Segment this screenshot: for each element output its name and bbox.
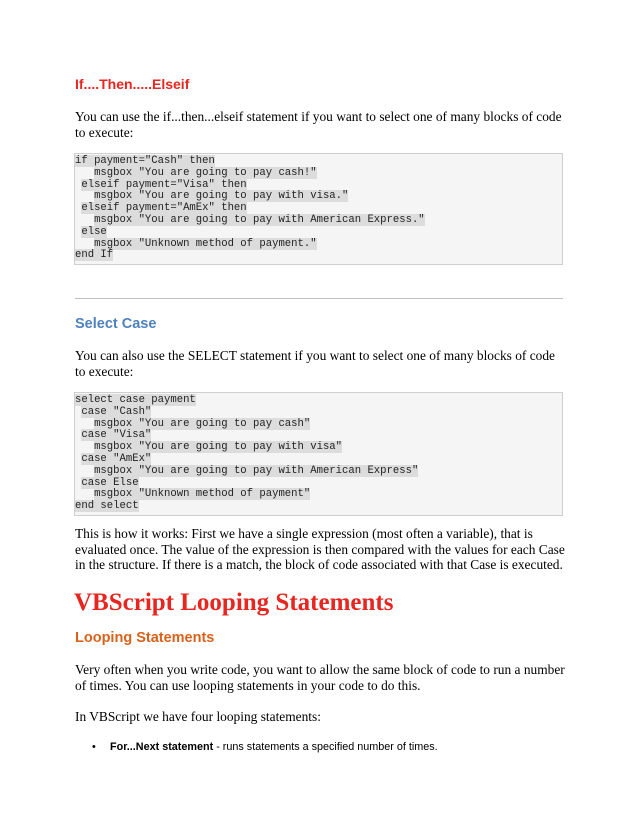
heading-if-then-elseif: If....Then.....Elseif	[75, 76, 190, 92]
select-explanation-paragraph: This is how it works: First we have a single expression (most often a variable), that is evaluated once. The value of the expression is then compared with the values for each Case in the structure. If there is a match, the block of code associated with that Case is executed.	[75, 526, 565, 572]
if-code-line: elseif payment="Visa" then	[81, 178, 247, 191]
heading-select-case: Select Case	[75, 316, 157, 332]
looping-intro-paragraph: Very often when you write code, you want to allow the same block of code to run a number of times. You can use looping statements in your code to do this.	[75, 662, 565, 693]
select-intro-paragraph: You can also use the SELECT statement if you want to select one of many blocks of code to execute:	[75, 348, 555, 379]
select-code-line: msgbox "You are going to pay with visa"	[94, 441, 343, 454]
select-code-line: case Else	[81, 476, 139, 489]
section-divider	[75, 298, 563, 299]
select-code-line: end select	[75, 500, 139, 513]
if-code-line: end If	[75, 249, 114, 262]
select-code-line: case "Visa"	[81, 429, 152, 442]
bullet-term: For...Next statement	[110, 741, 214, 753]
select-code-line: case "Cash"	[81, 405, 152, 418]
if-code-line: msgbox "You are going to pay with visa."	[94, 190, 349, 203]
if-code-line: msgbox "You are going to pay with American Express."	[94, 213, 425, 226]
bullet-description: - runs statements a specified number of times.	[213, 741, 438, 753]
select-code-line: msgbox "You are going to pay with American Express"	[94, 464, 419, 477]
if-code-line: else	[81, 225, 107, 238]
select-code-block	[74, 392, 563, 516]
if-intro-paragraph: You can use the if...then...elseif statement if you want to select one of many blocks of code to execute:	[75, 109, 562, 140]
bullet-icon: •	[92, 741, 96, 753]
if-code-line: if payment="Cash" then	[75, 155, 215, 167]
select-code-line: msgbox "Unknown method of payment"	[94, 488, 311, 501]
if-code-line: elseif payment="AmEx" then	[81, 202, 247, 215]
if-code-line: msgbox "Unknown method of payment."	[94, 237, 317, 250]
if-code-block	[74, 153, 563, 265]
select-code-line: case "AmEx"	[81, 452, 152, 465]
heading-looping-statements: Looping Statements	[75, 630, 215, 646]
looping-count-paragraph: In VBScript we have four looping statements:	[75, 709, 321, 724]
if-code-line: msgbox "You are going to pay cash!"	[94, 166, 317, 179]
page-title-looping: VBScript Looping Statements	[74, 589, 394, 616]
select-code-line: select case payment	[75, 394, 196, 406]
select-code-line: msgbox "You are going to pay cash"	[94, 417, 311, 430]
